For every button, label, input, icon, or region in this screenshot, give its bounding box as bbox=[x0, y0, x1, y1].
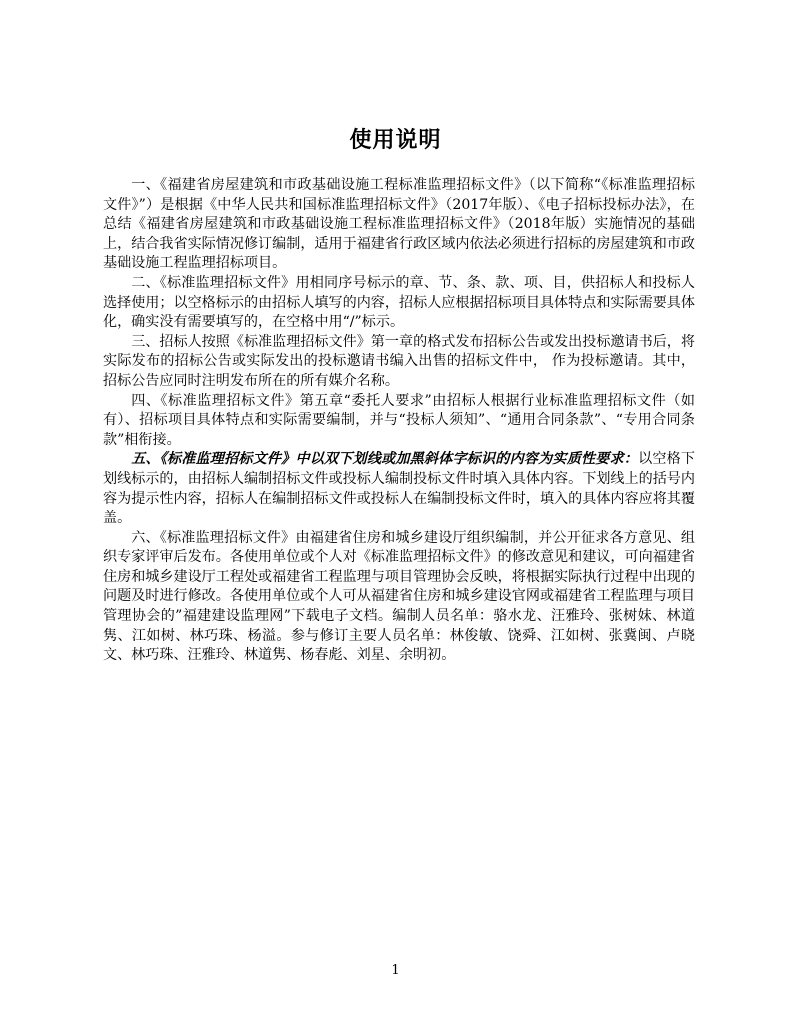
page-number: 1 bbox=[391, 963, 400, 978]
paragraph-4: 四、《标准监理招标文件》第五章“委托人要求”由招标人根据行业标准监理招标文件（如有）、招标项目具体特点和实际需要编制，并与“投标人须知”、“通用合同条款”、“专用合同条款”相衔接。 bbox=[103, 392, 695, 448]
paragraph-1: 一、《福建省房屋建筑和市政基础设施工程标准监理招标文件》（以下简称“《标准监理招标文件》”）是根据《中华人民共和国标准监理招标文件》（2017年版）、《电子招标投标办法》，在总结《福建省房屋建筑和市政基础设施工程标准监理招标文件》（2018年版）实施情况的基础上，结合我省实际情况修订编制，适用于福建省行政区域内依法必须进行招标的房屋建筑和市政基础设施工程监理招标项目。 bbox=[103, 177, 695, 272]
page-title: 使用说明 bbox=[349, 128, 442, 153]
paragraph-6: 六、《标准监理招标文件》由福建省住房和城乡建设厅组织编制，并公开征求各方意见、组织专家评审后发布。各使用单位或个人对《标准监理招标文件》的修改意见和建议，可向福建省住房和城乡建设厅工程处或福建省工程监理与项目管理协会反映，将根据实际执行过程中出现的问题及时进行修改。各使用单位或个人可从福建省住房和城乡建设官网或福建省工程监理与项目管理协会的”福建建设监理网”下载电子文档。编制人员名单：骆水龙、汪雅玲、张树妹、林道隽、江如树、林巧珠、杨溢。参与修订主要人员名单：林俊敏、饶舜、江如树、张冀闽、卢晓文、林巧珠、汪雅玲、林道隽、杨春彪、刘星、余明初。 bbox=[103, 529, 695, 664]
paragraph-5-rest: 以空格下划线标示的，由招标人编制招标文件或投标人编制投标文件时填入具体内容。下划线上的括号内容为提示性内容，招标人在编制招标文件或投标人在编制投标文件时，填入的具体内容应将其覆盖。 bbox=[103, 451, 695, 527]
paragraph-2: 二、《标准监理招标文件》用相同序号标示的章、节、条、款、项、目，供招标人和投标人选择使用；以空格标示的由招标人填写的内容，招标人应根据招标项目具体特点和实际需要具体化，确实没有需要填写的，在空格中用“/”标示。 bbox=[103, 274, 695, 331]
paragraph-5 bbox=[103, 450, 695, 528]
paragraph-3: 三、招标人按照《标准监理招标文件》第一章的格式发布招标公告或发出投标邀请书后，将实际发布的招标公告或实际发出的投标邀请书编入出售的招标文件中， 作为投标邀请。其中，招标公告应同时注明发布所在的所有媒介名称。 bbox=[103, 333, 695, 389]
paragraph-5-lead: 五、《标准监理招标文件》中以双下划线或加黑斜体字标识的内容为实质性要求： bbox=[131, 451, 639, 468]
document-body bbox=[103, 176, 695, 666]
